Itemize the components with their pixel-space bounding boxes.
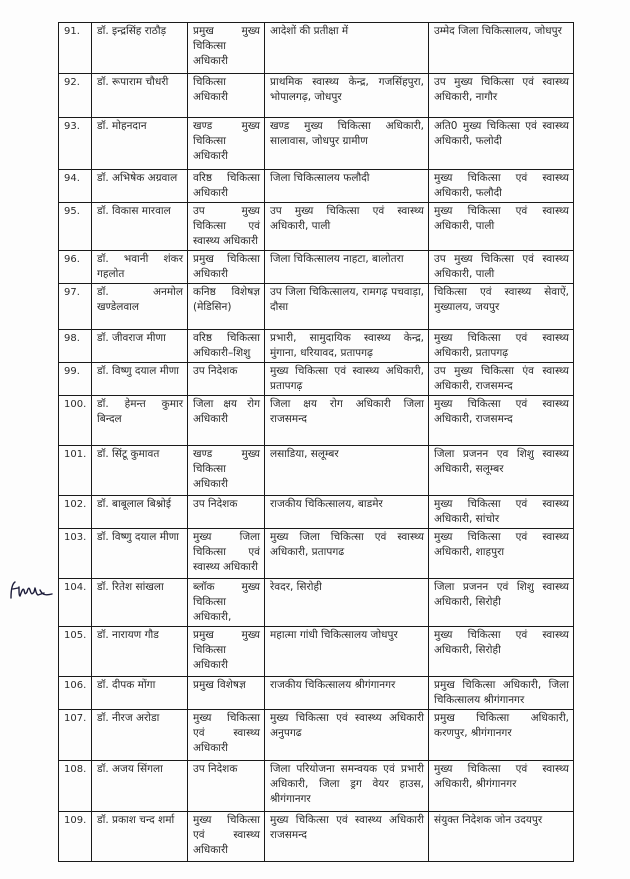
new-posting-cell: मुख्य चिकित्सा एवं स्वास्थ्य अधिकारी, प्रतापगढ़ bbox=[429, 330, 574, 363]
table-row bbox=[59, 761, 574, 812]
serial-number-cell: 95. bbox=[59, 203, 92, 251]
officer-name-cell: डॉ. रूपाराम चौधरी bbox=[92, 74, 188, 118]
designation-cell: वरिष्ठ चिकित्सा अधिकारी bbox=[188, 170, 265, 203]
officer-name-cell: डॉ. विकास मारवाल bbox=[92, 203, 188, 251]
new-posting-cell: अति0 मुख्य चिकित्सा एवं स्वास्थ्य अधिकारी, फलोदी bbox=[429, 118, 574, 170]
serial-number-cell: 93. bbox=[59, 118, 92, 170]
serial-number-cell: 105. bbox=[59, 627, 92, 677]
officer-name-cell: डॉ. मोहनदान bbox=[92, 118, 188, 170]
new-posting-cell: मुख्य चिकित्सा एवं स्वास्थ्य अधिकारी, पाली bbox=[429, 203, 574, 251]
serial-number-cell: 107. bbox=[59, 710, 92, 761]
serial-number-cell: 91. bbox=[59, 23, 92, 74]
current-posting-cell: राजकीय चिकित्सालय श्रीगंगानगर bbox=[265, 677, 429, 710]
designation-cell: प्रमुख मुख्य चिकित्सा अधिकारी bbox=[188, 627, 265, 677]
designation-cell: उप निदेशक bbox=[188, 496, 265, 529]
table-row bbox=[59, 677, 574, 710]
designation-cell: खण्ड मुख्य चिकित्सा अधिकारी bbox=[188, 446, 265, 496]
serial-number-cell: 94. bbox=[59, 170, 92, 203]
officer-name-cell: डॉ. हेमन्त कुमार बिन्दल bbox=[92, 396, 188, 446]
table-row bbox=[59, 579, 574, 627]
designation-cell: मुख्य जिला चिकित्सा एवं स्वास्थ्य अधिकारी bbox=[188, 529, 265, 579]
handwritten-signature-icon bbox=[8, 578, 54, 602]
designation-cell: उप मुख्य चिकित्सा एवं स्वास्थ्य अधिकारी bbox=[188, 203, 265, 251]
officer-name-cell: डॉ. दीपक मोंगा bbox=[92, 677, 188, 710]
designation-cell: ब्लॉक मुख्य चिकित्सा अधिकारी, bbox=[188, 579, 265, 627]
new-posting-cell: मुख्य चिकित्सा एवं स्वास्थ्य अधिकारी, श्रीगंगानगर bbox=[429, 761, 574, 812]
new-posting-cell: उप मुख्य चिकित्सा एवं स्वास्थ्य अधिकारी, नागौर bbox=[429, 74, 574, 118]
serial-number-cell: 92. bbox=[59, 74, 92, 118]
designation-cell: खण्ड मुख्य चिकित्सा अधिकारी bbox=[188, 118, 265, 170]
officer-name-cell: डॉ. जीवराज मीणा bbox=[92, 330, 188, 363]
table-row bbox=[59, 363, 574, 396]
officer-name-cell: डॉ. इन्द्रसिंह राठौड़ bbox=[92, 23, 188, 74]
officer-name-cell: डॉ. नारायण गौड bbox=[92, 627, 188, 677]
table-row bbox=[59, 496, 574, 529]
table-row bbox=[59, 118, 574, 170]
current-posting-cell: आदेशों की प्रतीक्षा में bbox=[265, 23, 429, 74]
serial-number-cell: 109. bbox=[59, 812, 92, 862]
current-posting-cell: प्राथमिक स्वास्थ्य केन्द्र, गजसिंहपुरा, भोपालगढ़, जोधपुर bbox=[265, 74, 429, 118]
current-posting-cell: मुख्य चिकित्सा एवं स्वास्थ्य अधिकारी राजसमन्द bbox=[265, 812, 429, 862]
designation-cell: प्रमुख चिकित्सा अधिकारी bbox=[188, 251, 265, 284]
designation-cell: मुख्य चिकित्सा एवं स्वास्थ्य अधिकारी bbox=[188, 812, 265, 862]
table-row bbox=[59, 284, 574, 330]
serial-number-cell: 103. bbox=[59, 529, 92, 579]
current-posting-cell: खण्ड मुख्य चिकित्सा अधिकारी, सालावास, जोधपुर ग्रामीण bbox=[265, 118, 429, 170]
new-posting-cell: जिला प्रजनन एवं शिशु स्वास्थ्य अधिकारी, सिरोही bbox=[429, 579, 574, 627]
serial-number-cell: 98. bbox=[59, 330, 92, 363]
new-posting-cell: उप मुख्य चिकित्सा एंव स्वास्थ्य अधिकारी, राजसमन्द bbox=[429, 363, 574, 396]
new-posting-cell: प्रमुख चिकित्सा अधिकारी, जिला चिकित्सालय श्रीगंगानगर bbox=[429, 677, 574, 710]
officer-name-cell: डॉ. नीरज अरोडा bbox=[92, 710, 188, 761]
table-row bbox=[59, 710, 574, 761]
table-row bbox=[59, 330, 574, 363]
new-posting-cell: मुख्य चिकित्सा एवं स्वास्थ्य अधिकारी, सांचोर bbox=[429, 496, 574, 529]
officer-name-cell: डॉ. अजय सिंगला bbox=[92, 761, 188, 812]
table-row bbox=[59, 170, 574, 203]
designation-cell: उप निदेशक bbox=[188, 363, 265, 396]
new-posting-cell: प्रमुख चिकित्सा अधिकारी, करणपुर, श्रीगंगानगर bbox=[429, 710, 574, 761]
officer-name-cell: डॉ. भवानी शंकर गहलोत bbox=[92, 251, 188, 284]
current-posting-cell: मुख्य चिकित्सा एवं स्वास्थ्य अधिकारी, प्रतापगढ़ bbox=[265, 363, 429, 396]
table-row bbox=[59, 446, 574, 496]
officer-name-cell: डॉ. सिंटू कुमावत bbox=[92, 446, 188, 496]
current-posting-cell: मुख्य चिकित्सा एवं स्वास्थ्य अधिकारी अनुपगढ bbox=[265, 710, 429, 761]
designation-cell: प्रमुख विशेषज्ञ bbox=[188, 677, 265, 710]
serial-number-cell: 108. bbox=[59, 761, 92, 812]
current-posting-cell: मुख्य जिला चिकित्सा एवं स्वास्थ्य अधिकारी, प्रतापगढ bbox=[265, 529, 429, 579]
new-posting-cell: संयुक्त निदेशक जोन उदयपुर bbox=[429, 812, 574, 862]
current-posting-cell: लसाडिया, सलूम्बर bbox=[265, 446, 429, 496]
current-posting-cell: जिला क्षय रोग अधिकारी जिला राजसमन्द bbox=[265, 396, 429, 446]
current-posting-cell: जिला चिकित्सालय नाहटा, बालोतरा bbox=[265, 251, 429, 284]
table-row bbox=[59, 23, 574, 74]
designation-cell: जिला क्षय रोग अधिकारी bbox=[188, 396, 265, 446]
officer-name-cell: डॉ. रितेश सांखला bbox=[92, 579, 188, 627]
table-row bbox=[59, 203, 574, 251]
serial-number-cell: 100. bbox=[59, 396, 92, 446]
current-posting-cell: जिला चिकित्सालय फलौदी bbox=[265, 170, 429, 203]
current-posting-cell: महात्मा गांधी चिकित्सालय जोधपुर bbox=[265, 627, 429, 677]
serial-number-cell: 104. bbox=[59, 579, 92, 627]
current-posting-cell: राजकीय चिकित्सालय, बाडमेर bbox=[265, 496, 429, 529]
new-posting-cell: मुख्य चिकित्सा एवं स्वास्थ्य अधिकारी, राजसमन्द bbox=[429, 396, 574, 446]
new-posting-cell: उम्मेद जिला चिकित्सालय, जोधपुर bbox=[429, 23, 574, 74]
serial-number-cell: 106. bbox=[59, 677, 92, 710]
officer-name-cell: डॉ. प्रकाश चन्द शर्मा bbox=[92, 812, 188, 862]
current-posting-cell: उप मुख्य चिकित्सा एवं स्वास्थ्य अधिकारी, पाली bbox=[265, 203, 429, 251]
designation-cell: मुख्य चिकित्सा एवं स्वास्थ्य अधिकारी bbox=[188, 710, 265, 761]
serial-number-cell: 102. bbox=[59, 496, 92, 529]
table-row bbox=[59, 627, 574, 677]
new-posting-cell: मुख्य चिकित्सा एवं स्वास्थ्य अधिकारी, सिरोही bbox=[429, 627, 574, 677]
current-posting-cell: रेवदर, सिरोही bbox=[265, 579, 429, 627]
current-posting-cell: प्रभारी, सामुदायिक स्वास्थ्य केन्द्र, मुंगाना, धरियावद, प्रतापगढ़ bbox=[265, 330, 429, 363]
officer-name-cell: डॉ. अनमोल खण्डेलवाल bbox=[92, 284, 188, 330]
table-row bbox=[59, 251, 574, 284]
officer-name-cell: डॉ. विष्णु दयाल मीणा bbox=[92, 529, 188, 579]
new-posting-cell: उप मुख्य चिकित्सा एवं स्वास्थ्य अधिकारी, पाली bbox=[429, 251, 574, 284]
designation-cell: वरिष्ठ चिकित्सा अधिकारी–शिशु bbox=[188, 330, 265, 363]
serial-number-cell: 97. bbox=[59, 284, 92, 330]
table-body bbox=[59, 23, 574, 862]
designation-cell: चिकित्सा अधिकारी bbox=[188, 74, 265, 118]
transfer-posting-table bbox=[58, 22, 574, 862]
officer-name-cell: डॉ. बाबूलाल बिश्नोई bbox=[92, 496, 188, 529]
new-posting-cell: मुख्य चिकित्सा एवं स्वास्थ्य अधिकारी, फलौदी bbox=[429, 170, 574, 203]
current-posting-cell: जिला परियोजना समन्वयक एवं प्रभारी अधिकारी, जिला ड्रग वेयर हाउस, श्रीगंगानगर bbox=[265, 761, 429, 812]
table-row bbox=[59, 396, 574, 446]
serial-number-cell: 96. bbox=[59, 251, 92, 284]
new-posting-cell: चिकित्सा एवं स्वास्थ्य सेवाऐं, मुख्यालय, जयपुर bbox=[429, 284, 574, 330]
serial-number-cell: 101. bbox=[59, 446, 92, 496]
table-row bbox=[59, 529, 574, 579]
current-posting-cell: उप जिला चिकित्सालय, रामगढ़ पचवाड़ा, दौसा bbox=[265, 284, 429, 330]
officer-name-cell: डॉ. अभिषेक अग्रवाल bbox=[92, 170, 188, 203]
new-posting-cell: जिला प्रजनन एव शिशु स्वास्थ्य अधिकारी, सलूम्बर bbox=[429, 446, 574, 496]
table-row bbox=[59, 812, 574, 862]
new-posting-cell: मुख्य चिकित्सा एवं स्वास्थ्य अधिकारी, शाहपुरा bbox=[429, 529, 574, 579]
designation-cell: प्रमुख मुख्य चिकित्सा अधिकारी bbox=[188, 23, 265, 74]
designation-cell: उप निदेशक bbox=[188, 761, 265, 812]
table-row bbox=[59, 74, 574, 118]
serial-number-cell: 99. bbox=[59, 363, 92, 396]
designation-cell: कनिष्ठ विशेषज्ञ (मेडिसिन) bbox=[188, 284, 265, 330]
officer-name-cell: डॉ. विष्णु दयाल मीणा bbox=[92, 363, 188, 396]
